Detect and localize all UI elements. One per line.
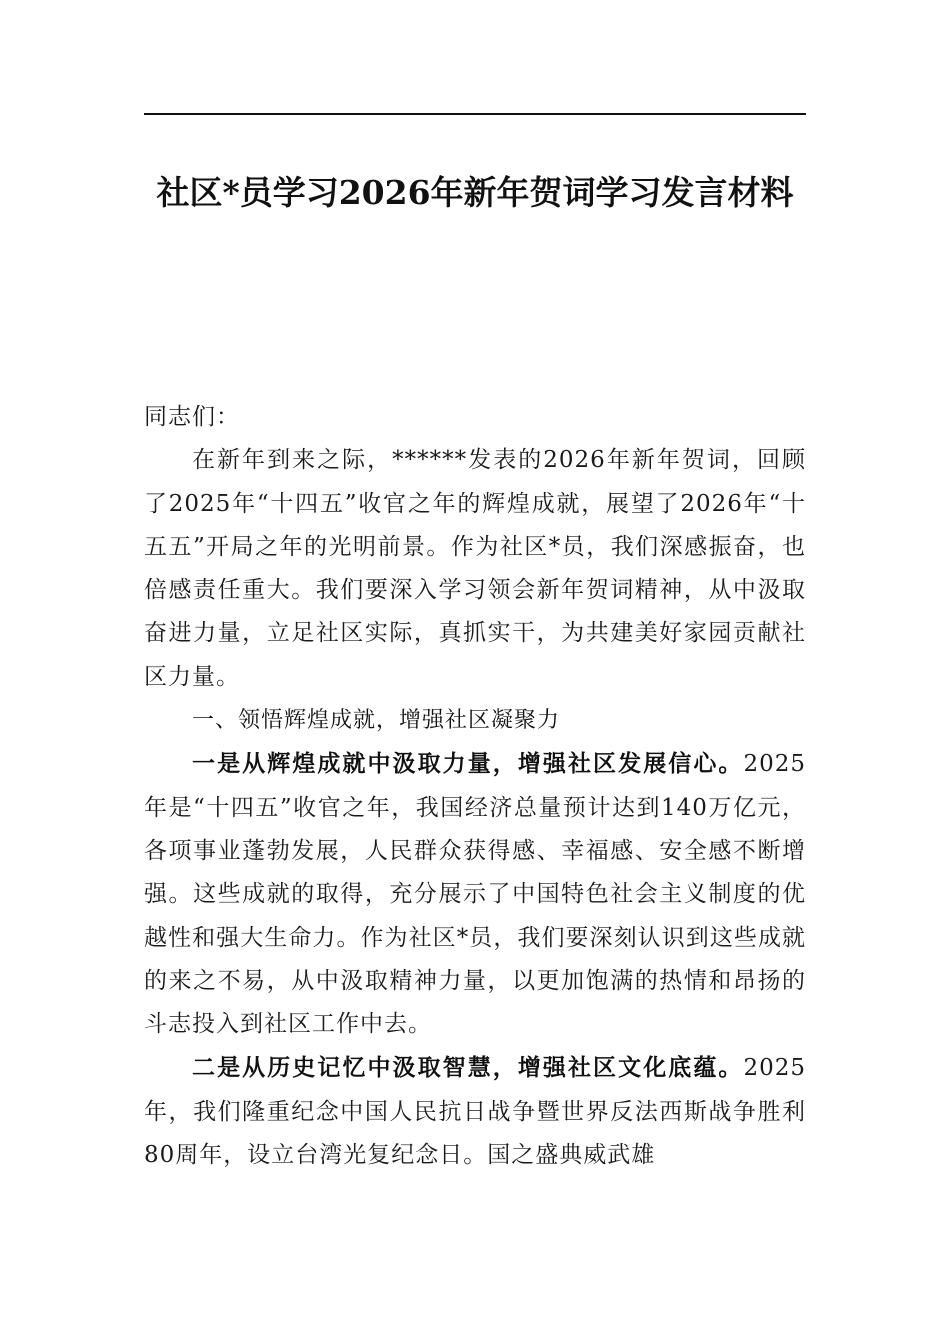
header-rule — [144, 113, 806, 115]
point-text-2: 2025年，我们隆重纪念中国人民抗日战争暨世界反法西斯战争胜利80周年，设立台湾光复纪念日。国之盛典威武雄 — [144, 1055, 806, 1169]
point-paragraph-1 — [144, 742, 806, 1046]
salutation: 同志们： — [144, 404, 240, 430]
document-body — [144, 396, 806, 1177]
intro-paragraph: 在新年到来之际，******发表的2026年新年贺词，回顾了2025年“十四五”收官之年的辉煌成就，展望了2026年“十五五”开局之年的光明前景。作为社区*员，我们深感振奋，也倍感责任重大。我们要深入学习领会新年贺词精神，从中汲取奋进力量，立足社区实际，真抓实干，为共建美好家园贡献社区力量。 — [144, 447, 806, 690]
section-heading: 一、领悟辉煌成就，增强社区凝聚力 — [192, 708, 561, 734]
point-lead-1: 一是从辉煌成就中汲取力量，增强社区发展信心。 — [192, 750, 744, 778]
point-text-1: 2025年是“十四五”收官之年，我国经济总量预计达到140万亿元，各项事业蓬勃发展，人民群众获得感、幸福感、安全感不断增强。这些成就的取得，充分展示了中国特色社会主义制度的优越性和强大生命力。作为社区*员，我们要深刻认识到这些成就的来之不易，从中汲取精神力量，以更加饱满的热情和昂扬的斗志投入到社区工作中去。 — [144, 751, 806, 1038]
point-paragraph-2 — [144, 1046, 806, 1177]
point-lead-2: 二是从历史记忆中汲取智慧，增强社区文化底蕴。 — [192, 1054, 744, 1082]
document-title: 社区*员学习2026年新年贺词学习发言材料 — [156, 173, 794, 212]
